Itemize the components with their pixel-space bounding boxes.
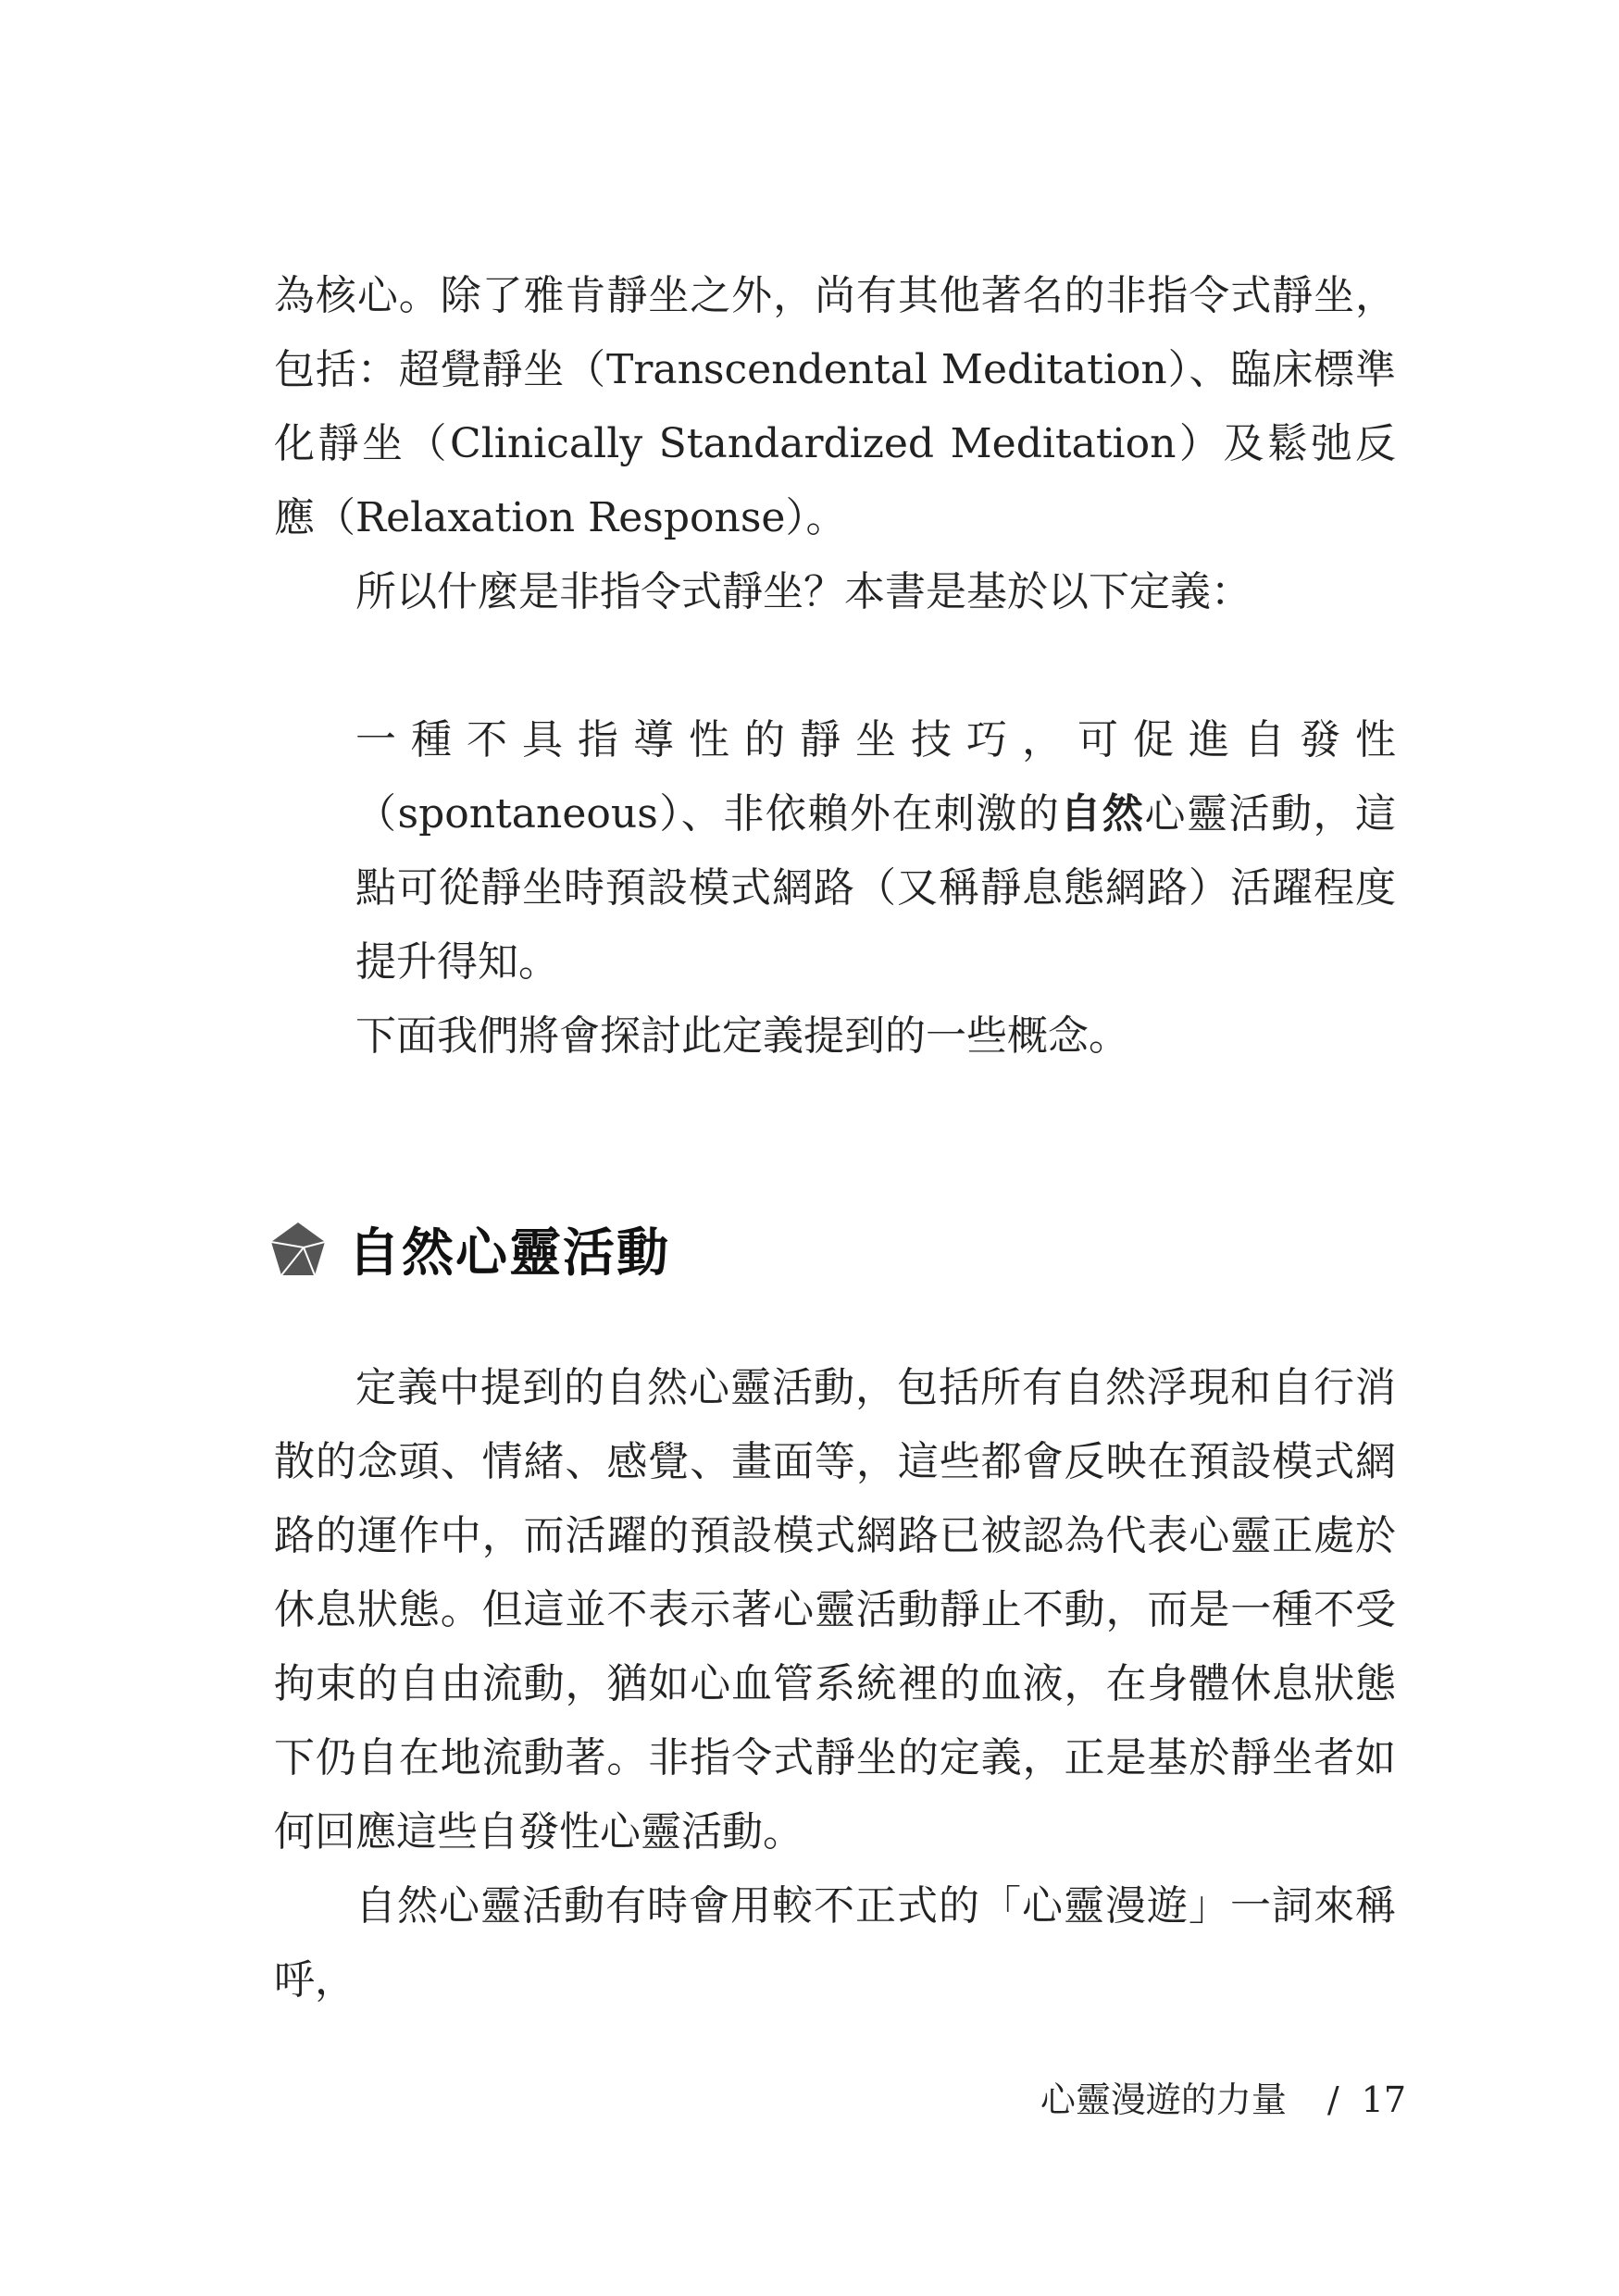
paragraph-text: 下面我們將會探討此定義提到的一些概念。 (355, 1012, 1129, 1060)
body-paragraph-4 (274, 1351, 1396, 1869)
definition-text (355, 703, 1396, 999)
paragraph-text: 自然心靈活動有時會用較不正式的「心靈漫遊」一詞來稱呼， (274, 1882, 1396, 2004)
footer-separator: / (1326, 2079, 1339, 2120)
paragraph-text: 定義中提到的自然心靈活動，包括所有自然浮現和自行消散的念頭、情緒、感覺、畫面等，這些都會反映在預設模式網路的運作中，而活躍的預設模式網路已被認為代表心靈正處於休息狀態。但這並不表示著心靈活動靜止不動，而是一種不受拘束的自由流動，猶如心血管系統裡的血液，在身體休息狀態下仍自在地流動著。非指令式靜坐的定義，正是基於靜坐者如何回應這些自發性心靈活動。 (274, 1364, 1396, 1855)
section-title: 自然心靈活動 (348, 1223, 670, 1284)
page-number: 17 (1361, 2079, 1406, 2120)
body-paragraph-2 (274, 555, 1396, 629)
definition-bold: 自然 (1060, 790, 1145, 838)
paragraph-text: 所以什麼是非指令式靜坐？本書是基於以下定義： (355, 568, 1252, 615)
body-paragraph-5 (274, 1869, 1396, 2017)
running-title: 心靈漫遊的力量 (1040, 2079, 1287, 2120)
page-footer (1040, 2071, 1406, 2122)
body-paragraph-1 (274, 259, 1396, 555)
section-heading (268, 1208, 670, 1291)
paragraph-text: 為核心。除了雅肯靜坐之外，尚有其他著名的非指令式靜坐，包括：超覺靜坐（Transcendental Meditation）、臨床標準化靜坐（Clinically Standardized Meditation）及鬆弛反應（Relaxation Response）。 (274, 272, 1396, 541)
body-paragraph-3 (274, 999, 1396, 1074)
definition-block (355, 703, 1396, 999)
definition-part-1: 一種不具指導性的靜坐技巧，可促進自發性（spontaneous）、非依賴外在刺激的 (355, 716, 1396, 838)
pentagon-gem-icon (268, 1220, 328, 1279)
definition-part-2: 心靈活動，這點可從靜坐時預設模式網路（又稱靜息態網路）活躍程度提升得知。 (355, 790, 1397, 986)
